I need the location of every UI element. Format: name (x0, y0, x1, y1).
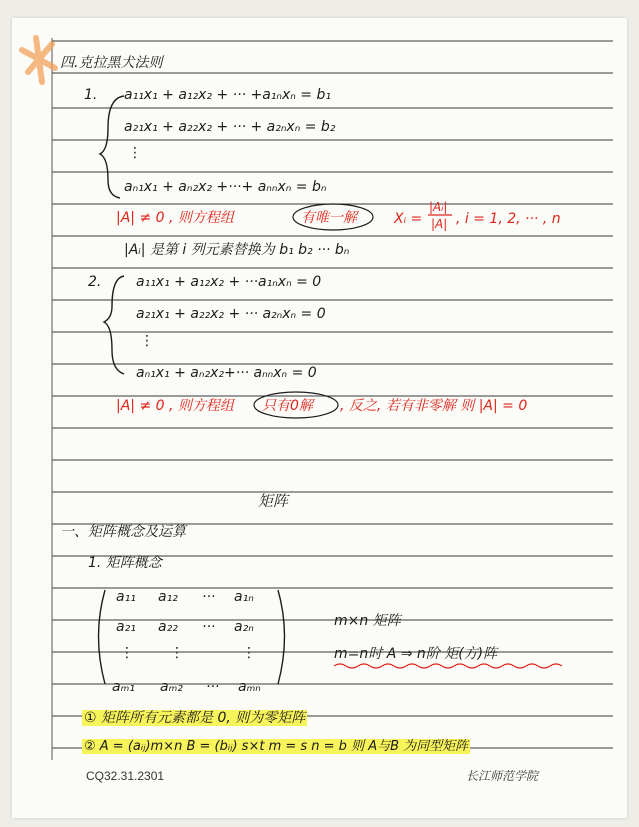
matrix-cell: ⋮ (242, 645, 256, 661)
ai-note: |Aᵢ| 是第 i 列元素替换为 b₁ b₂ ··· bₙ (124, 242, 350, 258)
matrix-size-note: m×n 矩阵 (334, 613, 401, 629)
matrix-cell: aₘₙ (238, 679, 261, 695)
square-matrix-note: m=n时 A ⇒ n阶 矩(方)阵 (334, 646, 498, 662)
section-title: 四.克拉黑犬法则 (60, 55, 163, 71)
zero-matrix-highlight: ① 矩阵所有元素都是 0, 则为零矩阵 (84, 710, 306, 726)
sticker-mark (22, 38, 55, 82)
equation-row-2: a₂₁x₁ + a₂₂x₂ + ··· + a₂ₙxₙ = b₂ (124, 119, 336, 135)
matrix-cell: a₂₂ (158, 619, 178, 635)
matrix-cell: ··· (206, 679, 220, 695)
case1-condition: |A| ≠ 0 , 则方程组 (116, 210, 234, 226)
homog-row-1: a₁₁x₁ + a₁₂x₂ + ···a₁ₙxₙ = 0 (136, 274, 322, 290)
case2-circled: 只有0解 (262, 398, 313, 414)
homog-row-2: a₂₁x₁ + a₂₂x₂ + ··· a₂ₙxₙ = 0 (136, 306, 326, 322)
item-matrix-concept: 1. 矩阵概念 (88, 555, 162, 571)
cramer-index-range: , i = 1, 2, ··· , n (456, 211, 561, 227)
cramer-formula-numerator: |Aᵢ| (429, 200, 448, 214)
cramer-formula-lhs: Xᵢ = (394, 211, 423, 227)
brace-system-1 (100, 96, 124, 198)
matrix-right-paren (278, 590, 285, 684)
matrix-left-paren (99, 590, 106, 684)
homog-row-dots: ⋮ (140, 333, 154, 349)
matrix-cell: a₁₂ (158, 589, 178, 605)
matrix-cell: ⋮ (170, 645, 184, 661)
brace-system-2 (104, 276, 124, 374)
matrix-cell: a₂₁ (116, 619, 136, 635)
wavy-underline (334, 664, 562, 668)
matrix-cell: a₁ₙ (234, 589, 254, 605)
page-code: CQ32.31.2301 (86, 769, 165, 783)
same-type-highlight: ② A = (aᵢⱼ)m×n B = (bᵢⱼ) s×t m = s n = b 则 A与B 为同型矩阵 (84, 739, 469, 754)
case2-number: 2. (88, 274, 102, 290)
zero-matrix-point (82, 711, 307, 725)
case1-circled: 有唯一解 (301, 210, 357, 226)
matrix-cell: ··· (202, 589, 216, 605)
cramer-formula-denominator: |A| (431, 217, 448, 231)
same-type-matrix-point (82, 740, 470, 753)
case2-converse: , 反之, 若有非零解 则 |A| = 0 (340, 398, 528, 414)
matrix-cell: a₂ₙ (234, 619, 254, 635)
homog-row-n: aₙ₁x₁ + aₙ₂x₂+··· aₙₙxₙ = 0 (136, 365, 317, 381)
matrix-cell: ⋮ (120, 645, 134, 661)
case1-number: 1. (84, 87, 98, 103)
institution-name: 长江师范学院 (466, 769, 539, 783)
subsection-title: 一、矩阵概念及运算 (60, 524, 186, 540)
equation-row-1: a₁₁x₁ + a₁₂x₂ + ··· +a₁ₙxₙ = b₁ (124, 87, 331, 103)
equation-row-dots: ⋮ (128, 145, 142, 161)
matrix-section-title: 矩阵 (258, 492, 289, 510)
matrix-cell: aₘ₁ (112, 679, 135, 695)
equation-row-n: aₙ₁x₁ + aₙ₂x₂ +···+ aₙₙxₙ = bₙ (124, 179, 327, 195)
matrix-cell: a₁₁ (116, 589, 136, 605)
matrix-cell: ··· (202, 619, 216, 635)
case2-condition: |A| ≠ 0 , 则方程组 (116, 398, 234, 414)
matrix-cell: aₘ₂ (160, 679, 183, 695)
